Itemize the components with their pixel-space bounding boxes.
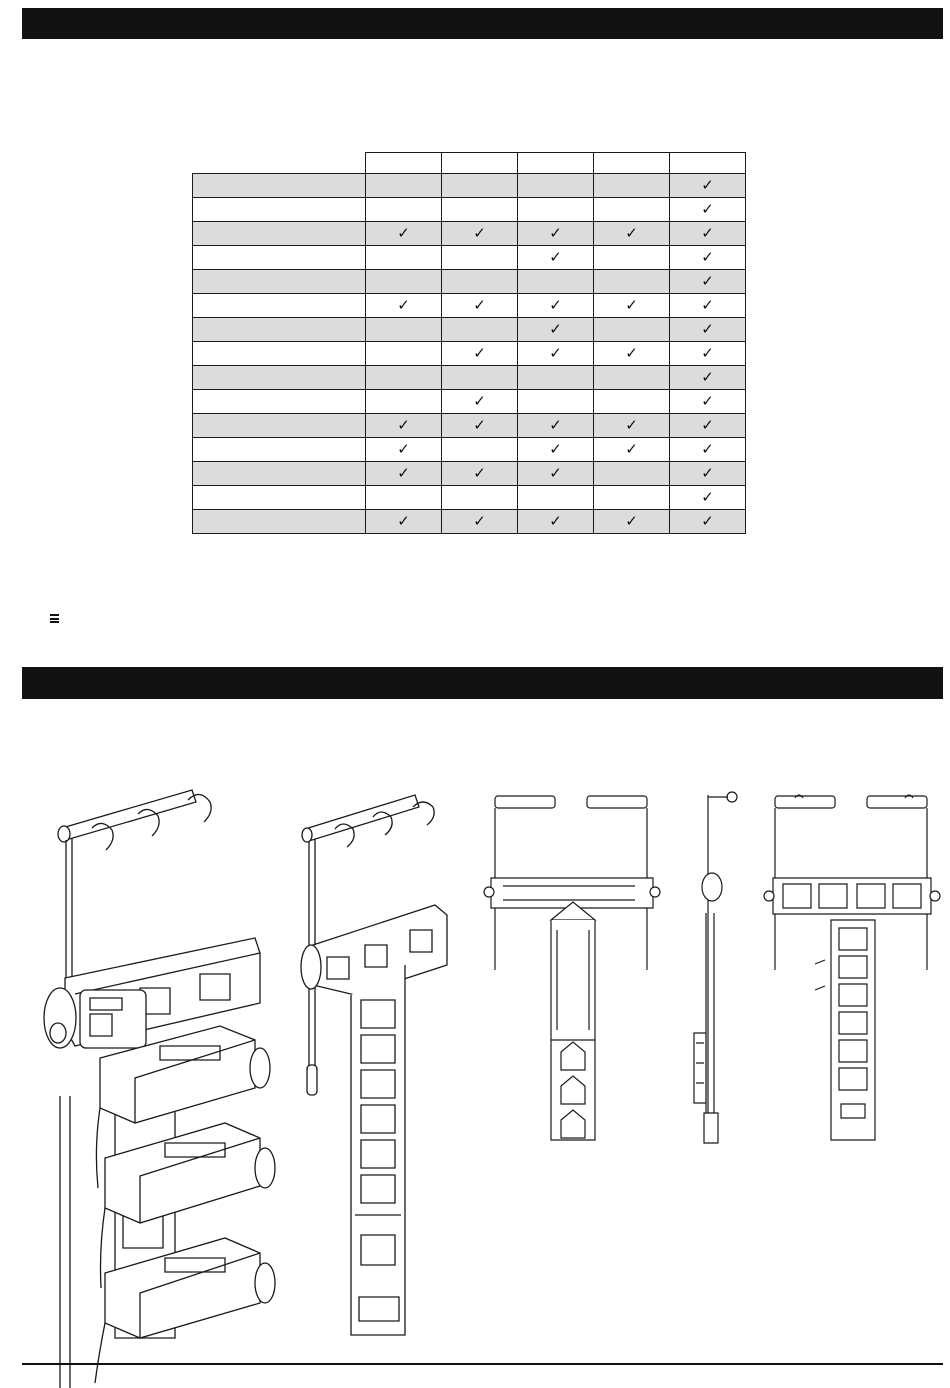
table-row — [193, 318, 746, 342]
checkmark-cell — [670, 174, 746, 198]
table-row-label — [193, 438, 366, 462]
checkmark-icon: ✓ — [549, 225, 562, 242]
checkmark-icon: ✓ — [625, 297, 638, 314]
page-bottom-rule — [22, 1363, 943, 1365]
table-header-cell — [366, 153, 442, 174]
empty-cell — [366, 486, 442, 510]
checkmark-icon: ✓ — [701, 297, 714, 314]
checkmark-cell — [670, 222, 746, 246]
checkmark-cell — [670, 198, 746, 222]
checkmark-icon: ✓ — [701, 441, 714, 458]
checkmark-icon: ✓ — [473, 465, 486, 482]
checkmark-icon: ✓ — [701, 393, 714, 410]
table-header-cell — [670, 153, 746, 174]
table-row — [193, 366, 746, 390]
checkmark-cell — [518, 438, 594, 462]
rack-front-view-illustration — [485, 790, 660, 1150]
empty-cell — [366, 390, 442, 414]
empty-cell — [366, 246, 442, 270]
checkmark-cell — [670, 366, 746, 390]
checkmark-cell — [442, 414, 518, 438]
checkmark-cell — [670, 246, 746, 270]
checkmark-icon: ✓ — [701, 177, 714, 194]
checkmark-cell — [670, 270, 746, 294]
rack-with-pumps-illustration — [20, 778, 290, 1358]
table-row — [193, 462, 746, 486]
empty-cell — [518, 270, 594, 294]
checkmark-icon: ✓ — [397, 225, 410, 242]
table-header-corner — [193, 153, 366, 174]
empty-cell — [594, 486, 670, 510]
section-header-bar-top — [22, 8, 943, 39]
checkmark-cell — [518, 222, 594, 246]
table-row — [193, 438, 746, 462]
empty-cell — [518, 366, 594, 390]
empty-cell — [366, 342, 442, 366]
empty-cell — [442, 318, 518, 342]
checkmark-icon: ✓ — [625, 345, 638, 362]
empty-cell — [442, 246, 518, 270]
empty-cell — [442, 174, 518, 198]
checkmark-icon: ✓ — [397, 513, 410, 530]
empty-cell — [366, 198, 442, 222]
checkmark-cell — [518, 294, 594, 318]
checkmark-cell — [670, 342, 746, 366]
table-row — [193, 270, 746, 294]
table-row — [193, 390, 746, 414]
checkmark-icon: ✓ — [397, 297, 410, 314]
checkmark-icon: ✓ — [397, 465, 410, 482]
table-row-label — [193, 174, 366, 198]
table-header-cell — [518, 153, 594, 174]
empty-cell — [366, 270, 442, 294]
checkmark-cell — [366, 294, 442, 318]
checkmark-cell — [670, 294, 746, 318]
table-row-label — [193, 462, 366, 486]
rack-side-view-illustration — [684, 783, 746, 1153]
empty-cell — [442, 270, 518, 294]
compatibility-table — [192, 152, 746, 534]
checkmark-cell — [518, 246, 594, 270]
checkmark-cell — [442, 510, 518, 534]
checkmark-icon: ✓ — [701, 369, 714, 386]
empty-cell — [594, 390, 670, 414]
checkmark-cell — [518, 510, 594, 534]
checkmark-icon: ✓ — [625, 513, 638, 530]
checkmark-cell — [594, 342, 670, 366]
checkmark-cell — [518, 342, 594, 366]
checkmark-icon: ✓ — [397, 441, 410, 458]
checkmark-cell — [670, 318, 746, 342]
checkmark-icon: ✓ — [701, 417, 714, 434]
checkmark-cell — [442, 390, 518, 414]
rack-rear-view-illustration — [765, 790, 940, 1150]
note-lines-icon — [50, 614, 59, 623]
table-row-label — [193, 342, 366, 366]
empty-cell — [442, 198, 518, 222]
checkmark-icon: ✓ — [625, 225, 638, 242]
checkmark-cell — [518, 414, 594, 438]
checkmark-icon: ✓ — [701, 345, 714, 362]
empty-cell — [594, 366, 670, 390]
checkmark-cell — [594, 222, 670, 246]
section-header-bar-middle — [22, 667, 943, 699]
checkmark-icon: ✓ — [549, 345, 562, 362]
table-row-label — [193, 510, 366, 534]
checkmark-cell — [366, 438, 442, 462]
table-row — [193, 246, 746, 270]
table-row — [193, 222, 746, 246]
checkmark-cell — [442, 342, 518, 366]
checkmark-cell — [594, 294, 670, 318]
checkmark-cell — [518, 318, 594, 342]
table-row-label — [193, 246, 366, 270]
checkmark-icon: ✓ — [473, 513, 486, 530]
table-row — [193, 342, 746, 366]
checkmark-icon: ✓ — [473, 297, 486, 314]
table-row-label — [193, 486, 366, 510]
checkmark-cell — [670, 462, 746, 486]
checkmark-icon: ✓ — [549, 321, 562, 338]
table-header-cell — [594, 153, 670, 174]
checkmark-icon: ✓ — [549, 249, 562, 266]
table-row-label — [193, 390, 366, 414]
checkmark-icon: ✓ — [701, 465, 714, 482]
checkmark-icon: ✓ — [473, 345, 486, 362]
table-header-cell — [442, 153, 518, 174]
checkmark-icon: ✓ — [473, 417, 486, 434]
table-row — [193, 294, 746, 318]
empty-cell — [442, 438, 518, 462]
checkmark-cell — [594, 414, 670, 438]
empty-cell — [366, 366, 442, 390]
checkmark-icon: ✓ — [701, 513, 714, 530]
table-row — [193, 486, 746, 510]
checkmark-icon: ✓ — [701, 249, 714, 266]
checkmark-icon: ✓ — [473, 393, 486, 410]
checkmark-icon: ✓ — [549, 513, 562, 530]
table-row-label — [193, 318, 366, 342]
checkmark-cell — [670, 486, 746, 510]
empty-cell — [518, 198, 594, 222]
checkmark-icon: ✓ — [549, 441, 562, 458]
checkmark-cell — [594, 438, 670, 462]
checkmark-cell — [594, 510, 670, 534]
table-row-label — [193, 222, 366, 246]
checkmark-icon: ✓ — [625, 417, 638, 434]
empty-cell — [594, 174, 670, 198]
table-row-label — [193, 198, 366, 222]
table-row-label — [193, 414, 366, 438]
empty-cell — [366, 318, 442, 342]
table-row-label — [193, 294, 366, 318]
empty-cell — [594, 270, 670, 294]
table-row — [193, 414, 746, 438]
table-row-label — [193, 270, 366, 294]
table-header-row — [193, 153, 746, 174]
table-row — [193, 198, 746, 222]
checkmark-icon: ✓ — [397, 417, 410, 434]
checkmark-icon: ✓ — [701, 321, 714, 338]
table-row — [193, 510, 746, 534]
checkmark-icon: ✓ — [549, 297, 562, 314]
table-row — [193, 174, 746, 198]
checkmark-cell — [442, 222, 518, 246]
checkmark-cell — [670, 438, 746, 462]
checkmark-icon: ✓ — [701, 489, 714, 506]
empty-cell — [594, 462, 670, 486]
checkmark-cell — [518, 462, 594, 486]
empty-cell — [366, 174, 442, 198]
empty-cell — [518, 174, 594, 198]
checkmark-icon: ✓ — [549, 465, 562, 482]
empty-cell — [594, 198, 670, 222]
empty-cell — [594, 318, 670, 342]
empty-cell — [518, 486, 594, 510]
checkmark-cell — [366, 510, 442, 534]
empty-cell — [442, 486, 518, 510]
empty-cell — [442, 366, 518, 390]
checkmark-cell — [442, 462, 518, 486]
checkmark-icon: ✓ — [701, 225, 714, 242]
empty-cell — [594, 246, 670, 270]
empty-rack-illustration — [295, 785, 455, 1330]
checkmark-icon: ✓ — [625, 441, 638, 458]
checkmark-cell — [670, 510, 746, 534]
empty-cell — [518, 390, 594, 414]
checkmark-icon: ✓ — [549, 417, 562, 434]
checkmark-icon: ✓ — [473, 225, 486, 242]
checkmark-cell — [366, 462, 442, 486]
checkmark-icon: ✓ — [701, 273, 714, 290]
checkmark-icon: ✓ — [701, 201, 714, 218]
checkmark-cell — [442, 294, 518, 318]
checkmark-cell — [670, 414, 746, 438]
checkmark-cell — [366, 222, 442, 246]
checkmark-cell — [670, 390, 746, 414]
table-row-label — [193, 366, 366, 390]
checkmark-cell — [366, 414, 442, 438]
